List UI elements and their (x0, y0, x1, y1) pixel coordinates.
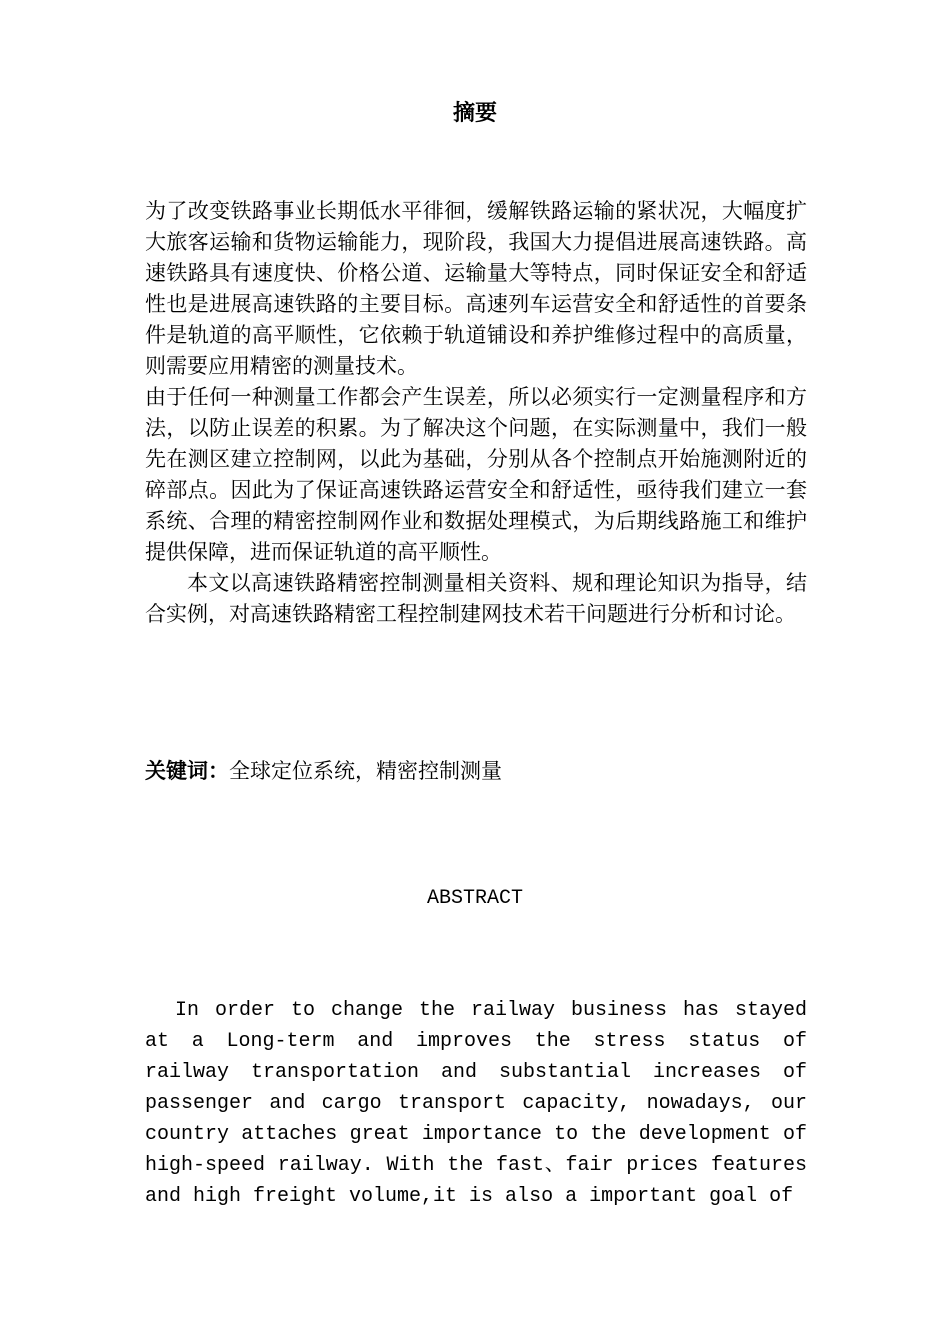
english-abstract-paragraph: In order to change the railway business has stayed at a Long-term and improves the stress status of railway transportation and substantial increases of passenger and cargo transport capacity, nowadays, our country attaches great importance to the development of high-speed railway. With the fast、fair prices features and high freight volume,it is also a important goal of (145, 999, 807, 1208)
keywords-text: 全球定位系统，精密控制测量 (229, 759, 502, 783)
chinese-abstract-paragraph-1: 为了改变铁路事业长期低水平徘徊，缓解铁路运输的紧状况，大幅度扩大旅客运输和货物运输能力，现阶段，我国大力提倡进展高速铁路。高速铁路具有速度快、价格公道、运输量大等特点，同时保证安全和舒适性也是进展高速铁路的主要目标。高速列车运营安全和舒适性的首要条件是轨道的高平顺性，它依赖于轨道铺设和养护维修过程中的高质量，则需要应用精密的测量技术。 (145, 199, 807, 378)
chinese-abstract-paragraph-2: 由于任何一种测量工作都会产生误差，所以必须实行一定测量程序和方法，以防止误差的积累。为了解决这个问题，在实际测量中，我们一般先在测区建立控制网，以此为基础，分别从各个控制点开始施测附近的碎部点。因此为了保证高速铁路运营安全和舒适性，亟待我们建立一套系统、合理的精密控制网作业和数据处理模式，为后期线路施工和维护提供保障，进而保证轨道的高平顺性。 (145, 385, 807, 564)
chinese-abstract-body (145, 196, 807, 630)
english-abstract-title: ABSTRACT (426, 887, 523, 910)
keywords-label: 关键词： (145, 759, 229, 783)
chinese-abstract-title: 摘要 (452, 100, 497, 126)
chinese-abstract-paragraph-3: 本文以高速铁路精密控制测量相关资料、规和理论知识为指导，结合实例，对高速铁路精密工程控制建网技术若干问题进行分析和讨论。 (145, 571, 807, 626)
keywords-line (145, 756, 807, 787)
